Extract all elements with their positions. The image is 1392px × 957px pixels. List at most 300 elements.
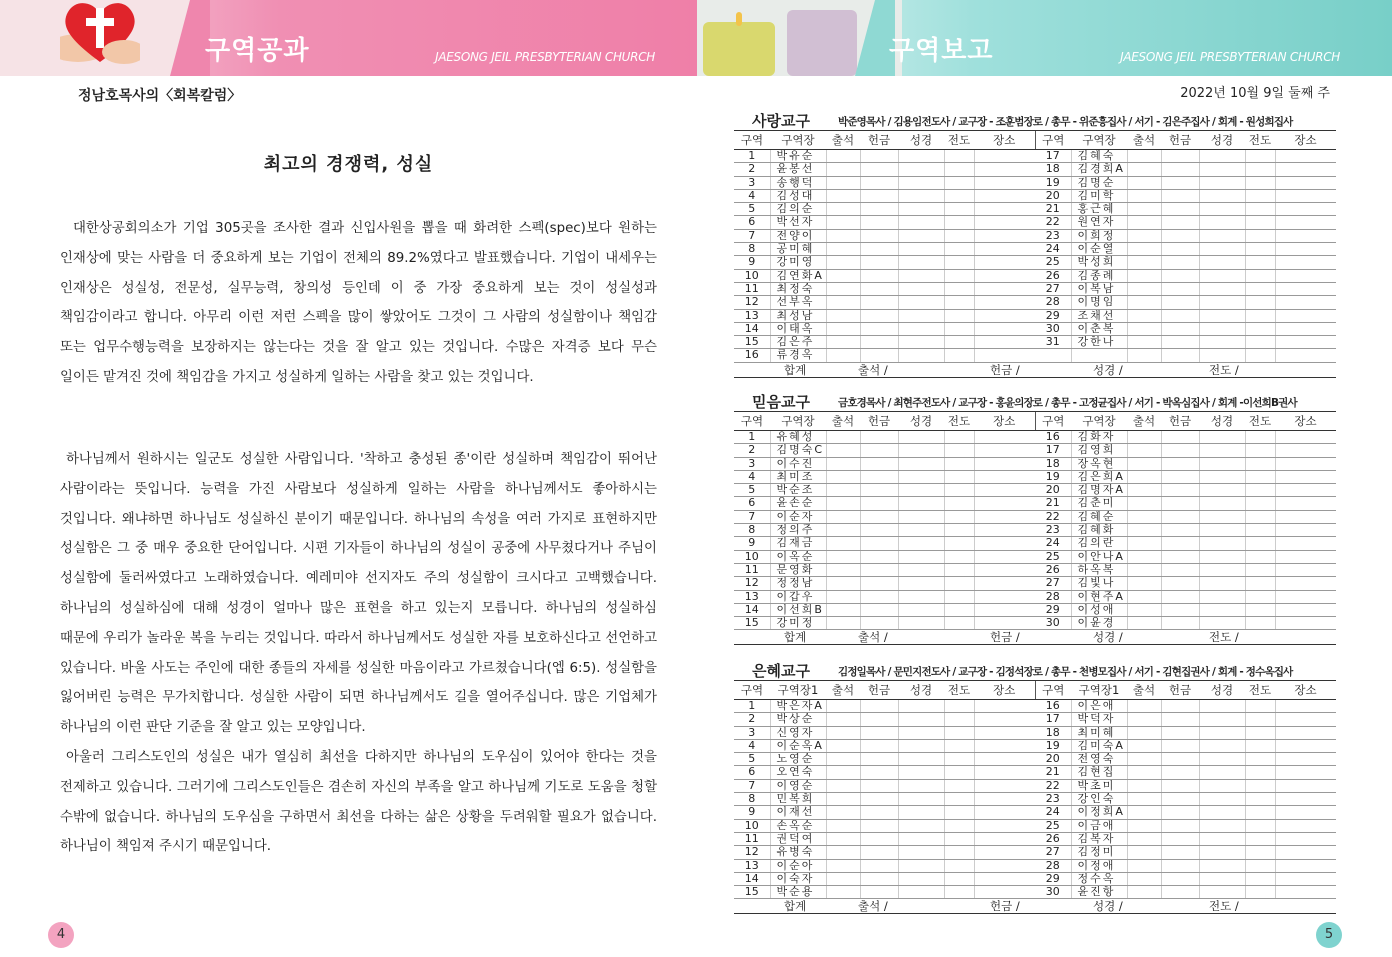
cell-leader: 정수옥 <box>1071 872 1127 885</box>
cell-empty <box>1127 431 1161 444</box>
cell-leader: 신영자 <box>770 726 826 739</box>
cell-leader: 박초미 <box>1071 779 1127 792</box>
cell-empty <box>1245 282 1275 295</box>
cell-empty <box>944 537 974 550</box>
cell-empty <box>1245 819 1275 832</box>
cell-number: 16 <box>734 349 770 362</box>
cell-empty <box>1127 243 1161 256</box>
column-header: 성경 <box>898 412 944 431</box>
cell-number: 2 <box>734 163 770 176</box>
cell-empty <box>898 617 944 630</box>
cell-leader: 이명임 <box>1071 296 1127 309</box>
column-header: 헌금 <box>860 412 898 431</box>
cell-empty <box>898 603 944 616</box>
table-row <box>734 603 1336 616</box>
cell-empty <box>860 753 898 766</box>
cell-empty <box>974 577 1035 590</box>
cell-empty <box>1127 832 1161 845</box>
table-row <box>734 753 1336 766</box>
cell-empty <box>1199 603 1245 616</box>
cell-number: 1 <box>734 700 770 713</box>
cell-leader: 이갑우 <box>770 590 826 603</box>
table-row <box>734 497 1336 510</box>
column-header: 성경 <box>1199 412 1245 431</box>
cell-empty <box>860 216 898 229</box>
district-staff: 박준영목사 / 김용임전도사 / 교구장 - 조훈범장로 / 총무 - 위준흥집사 / 서기 - 김은주집사 / 회계 - 원성희집사 <box>838 116 1293 128</box>
cell-number: 17 <box>1035 150 1071 163</box>
cell-number: 20 <box>1035 484 1071 497</box>
cell-empty <box>1245 189 1275 202</box>
cell-empty <box>974 753 1035 766</box>
cell-number: 4 <box>734 189 770 202</box>
cell-empty <box>1245 726 1275 739</box>
summary-offering: 헌금 / <box>974 362 1071 377</box>
cell-empty <box>1199 484 1245 497</box>
cell-empty <box>1127 256 1161 269</box>
cell-empty <box>974 431 1035 444</box>
cell-empty <box>1161 457 1199 470</box>
cell-empty <box>826 779 860 792</box>
table-row <box>734 176 1336 189</box>
cell-number: 9 <box>734 806 770 819</box>
cell-empty <box>974 550 1035 563</box>
district-name: 은혜교구 <box>752 662 810 680</box>
cell-empty <box>860 282 898 295</box>
cell-empty <box>1199 832 1245 845</box>
cell-empty <box>944 336 974 349</box>
cell-empty <box>1161 617 1199 630</box>
cell-empty <box>1161 753 1199 766</box>
cell-empty <box>1245 832 1275 845</box>
cell-empty <box>898 470 944 483</box>
cell-empty <box>826 296 860 309</box>
cell-empty <box>974 163 1035 176</box>
cell-empty <box>1161 444 1199 457</box>
cell-empty <box>944 150 974 163</box>
cell-empty <box>1161 243 1199 256</box>
cell-empty <box>1199 726 1245 739</box>
cell-empty <box>826 497 860 510</box>
cell-leader: 최성남 <box>770 309 826 322</box>
column-header: 장소 <box>974 412 1035 431</box>
table-row <box>734 726 1336 739</box>
cell-empty <box>944 846 974 859</box>
cell-number: 11 <box>734 563 770 576</box>
cell-empty <box>860 563 898 576</box>
district-staff: 금호경목사 / 최현주전도사 / 교구장 - 홍윤의장로 / 총무 - 고정균집사 / 서기 - 박옥심집사 / 회계 -이선희B권사 <box>838 397 1297 409</box>
summary-bible: 성경 / <box>1071 899 1199 914</box>
cell-empty <box>974 176 1035 189</box>
cell-empty <box>944 832 974 845</box>
cell-empty <box>944 577 974 590</box>
cell-leader: 박선자 <box>770 216 826 229</box>
column-header: 헌금 <box>1161 681 1199 700</box>
cell-empty <box>974 713 1035 726</box>
cell-empty <box>1245 537 1275 550</box>
cell-number: 11 <box>734 832 770 845</box>
cell-empty <box>974 309 1035 322</box>
cell-empty <box>1199 700 1245 713</box>
cell-empty <box>944 457 974 470</box>
cell-empty <box>1199 176 1245 189</box>
cell-number: 6 <box>734 216 770 229</box>
heart-cross-icon <box>60 0 140 66</box>
cell-empty <box>1161 550 1199 563</box>
cell-empty <box>1199 457 1245 470</box>
cell-number: 18 <box>1035 457 1071 470</box>
cell-empty <box>974 563 1035 576</box>
cell-empty <box>1245 700 1275 713</box>
cell-empty <box>1275 349 1336 362</box>
cell-number: 8 <box>734 524 770 537</box>
cell-leader: 강미정 <box>770 617 826 630</box>
cell-empty <box>1199 806 1245 819</box>
table-row <box>734 510 1336 523</box>
cell-empty <box>1127 189 1161 202</box>
district-table <box>734 131 1336 378</box>
cell-empty <box>860 793 898 806</box>
column-header: 전도 <box>944 131 974 150</box>
cell-empty <box>1161 510 1199 523</box>
cell-empty <box>1275 243 1336 256</box>
cell-number: 30 <box>1035 886 1071 899</box>
cell-number: 27 <box>1035 846 1071 859</box>
cell-empty <box>1199 617 1245 630</box>
cell-empty <box>944 322 974 335</box>
cell-empty <box>1275 617 1336 630</box>
cell-empty <box>1161 779 1199 792</box>
cell-number: 5 <box>734 484 770 497</box>
cell-number: 15 <box>734 336 770 349</box>
cell-number: 9 <box>734 537 770 550</box>
summary-attendance: 출석 / <box>826 630 974 645</box>
cell-leader: 김현집 <box>1071 766 1127 779</box>
cell-number: 18 <box>1035 163 1071 176</box>
cell-empty <box>974 590 1035 603</box>
cell-empty <box>860 176 898 189</box>
cell-empty <box>860 886 898 899</box>
cell-number: 7 <box>734 229 770 242</box>
table-row <box>734 282 1336 295</box>
cell-empty <box>1161 806 1199 819</box>
cell-empty <box>826 846 860 859</box>
cell-empty <box>860 617 898 630</box>
cell-empty <box>1071 349 1127 362</box>
cell-empty <box>1161 470 1199 483</box>
cell-empty <box>1127 886 1161 899</box>
column-header: 출석 <box>1127 681 1161 700</box>
cell-empty <box>1245 806 1275 819</box>
cell-leader: 류경옥 <box>770 349 826 362</box>
cell-empty <box>1161 766 1199 779</box>
table-row <box>734 189 1336 202</box>
cell-empty <box>1199 739 1245 752</box>
cell-empty <box>898 713 944 726</box>
column-header: 성경 <box>898 131 944 150</box>
district-header <box>734 660 1336 681</box>
table-row <box>734 793 1336 806</box>
cell-number: 10 <box>734 550 770 563</box>
cell-empty <box>1199 846 1245 859</box>
cell-number: 20 <box>1035 753 1071 766</box>
cell-leader: 김혜숙 <box>1071 150 1127 163</box>
table-row <box>734 550 1336 563</box>
cell-empty <box>944 243 974 256</box>
column-header: 성경 <box>898 681 944 700</box>
cell-empty <box>1127 216 1161 229</box>
cell-empty <box>1127 296 1161 309</box>
cell-empty <box>898 819 944 832</box>
cell-empty <box>1245 510 1275 523</box>
summary-row <box>734 362 1336 377</box>
cell-empty <box>1161 726 1199 739</box>
table-row <box>734 470 1336 483</box>
cell-empty <box>826 590 860 603</box>
cell-empty <box>1127 537 1161 550</box>
cell-empty <box>1275 203 1336 216</box>
cell-leader: 김연화A <box>770 269 826 282</box>
cell-leader: 유혜성 <box>770 431 826 444</box>
column-header: 구역장1 <box>770 681 826 700</box>
cell-number: 13 <box>734 859 770 872</box>
cell-empty <box>944 189 974 202</box>
cell-empty <box>1127 603 1161 616</box>
cell-empty <box>974 189 1035 202</box>
cell-leader: 김의란 <box>1071 537 1127 550</box>
cell-empty <box>974 296 1035 309</box>
cell-empty <box>860 470 898 483</box>
column-header: 장소 <box>1275 412 1336 431</box>
cell-empty <box>826 309 860 322</box>
cell-empty <box>944 590 974 603</box>
column-header: 구역 <box>1035 131 1071 150</box>
cell-number: 30 <box>1035 617 1071 630</box>
cell-number: 7 <box>734 510 770 523</box>
cell-number: 27 <box>1035 577 1071 590</box>
cell-number: 12 <box>734 296 770 309</box>
cell-empty <box>1199 444 1245 457</box>
cell-leader: 강한나 <box>1071 336 1127 349</box>
cell-leader: 이복남 <box>1071 282 1127 295</box>
cell-number: 29 <box>1035 603 1071 616</box>
cell-number: 9 <box>734 256 770 269</box>
cell-empty <box>898 444 944 457</box>
column-header: 구역장 <box>1071 412 1127 431</box>
cell-empty <box>860 349 898 362</box>
cell-empty <box>1245 269 1275 282</box>
cell-empty <box>860 163 898 176</box>
cell-number: 28 <box>1035 296 1071 309</box>
cell-empty <box>1275 779 1336 792</box>
cell-empty <box>1127 779 1161 792</box>
cell-empty <box>1245 779 1275 792</box>
column-header: 장소 <box>1275 131 1336 150</box>
cell-empty <box>898 229 944 242</box>
cell-leader: 이은애 <box>1071 700 1127 713</box>
cell-empty <box>826 189 860 202</box>
cell-empty <box>1199 577 1245 590</box>
cell-number: 10 <box>734 819 770 832</box>
cell-empty <box>826 603 860 616</box>
cell-empty <box>898 256 944 269</box>
cell-empty <box>860 322 898 335</box>
cell-empty <box>898 806 944 819</box>
cell-empty <box>1127 269 1161 282</box>
cell-empty <box>1127 163 1161 176</box>
cell-empty <box>826 510 860 523</box>
cell-empty <box>1275 846 1336 859</box>
cell-empty <box>1161 216 1199 229</box>
column-header: 전도 <box>1245 412 1275 431</box>
cell-empty <box>1161 563 1199 576</box>
cell-empty <box>1245 457 1275 470</box>
cell-empty <box>944 256 974 269</box>
table-row <box>734 872 1336 885</box>
table-row <box>734 832 1336 845</box>
cell-empty <box>1245 524 1275 537</box>
cell-empty <box>974 322 1035 335</box>
article-title: 최고의 경쟁력, 성실 <box>263 154 434 175</box>
church-name-right: JAESONG JEIL PRESBYTERIAN CHURCH <box>1120 50 1340 64</box>
summary-total: 합계 <box>734 630 826 645</box>
cell-empty <box>974 806 1035 819</box>
cell-empty <box>826 431 860 444</box>
column-header: 구역 <box>734 131 770 150</box>
cell-empty <box>1199 753 1245 766</box>
cell-number: 12 <box>734 846 770 859</box>
cell-empty <box>1245 713 1275 726</box>
cell-empty <box>826 739 860 752</box>
cell-empty <box>1245 846 1275 859</box>
cell-number: 7 <box>734 779 770 792</box>
cell-empty <box>1245 322 1275 335</box>
cell-empty <box>944 753 974 766</box>
district-header <box>734 110 1336 131</box>
table-row <box>734 203 1336 216</box>
column-header: 정남호목사의〈회복칼럼〉 <box>78 88 242 104</box>
cell-empty <box>826 753 860 766</box>
cell-empty <box>1161 872 1199 885</box>
cell-empty <box>1245 243 1275 256</box>
cell-empty <box>860 590 898 603</box>
cell-empty <box>898 349 944 362</box>
cell-empty <box>1127 484 1161 497</box>
cell-empty <box>860 537 898 550</box>
table-row <box>734 846 1336 859</box>
right-banner <box>697 0 1392 76</box>
cell-leader: 김혜화 <box>1071 524 1127 537</box>
cell-empty <box>898 176 944 189</box>
cell-empty <box>1035 349 1071 362</box>
table-row <box>734 700 1336 713</box>
cell-empty <box>1275 163 1336 176</box>
cell-empty <box>860 189 898 202</box>
cell-empty <box>1275 309 1336 322</box>
cell-empty <box>944 431 974 444</box>
cell-empty <box>1127 872 1161 885</box>
cell-empty <box>1199 537 1245 550</box>
cell-leader: 김영희 <box>1071 444 1127 457</box>
cell-empty <box>944 617 974 630</box>
cell-empty <box>1245 886 1275 899</box>
cell-number: 24 <box>1035 537 1071 550</box>
column-header: 출석 <box>1127 131 1161 150</box>
cell-number: 29 <box>1035 309 1071 322</box>
cell-empty <box>1275 726 1336 739</box>
cell-empty <box>974 603 1035 616</box>
table-row <box>734 349 1336 362</box>
column-header: 전도 <box>1245 681 1275 700</box>
cell-empty <box>1275 336 1336 349</box>
cell-leader: 정의주 <box>770 524 826 537</box>
cell-leader: 김은주 <box>770 336 826 349</box>
cell-empty <box>826 886 860 899</box>
cell-empty <box>898 739 944 752</box>
cell-number: 22 <box>1035 216 1071 229</box>
cell-empty <box>974 229 1035 242</box>
cell-leader: 김춘미 <box>1071 497 1127 510</box>
cell-empty <box>1245 150 1275 163</box>
cell-empty <box>974 497 1035 510</box>
candle-icon <box>703 22 775 76</box>
cell-empty <box>1161 189 1199 202</box>
cell-number: 19 <box>1035 470 1071 483</box>
cell-number: 14 <box>734 872 770 885</box>
cell-number: 16 <box>1035 431 1071 444</box>
cell-empty <box>1275 590 1336 603</box>
cell-empty <box>1127 550 1161 563</box>
cell-empty <box>826 524 860 537</box>
table-row <box>734 163 1336 176</box>
cell-number: 23 <box>1035 229 1071 242</box>
cell-empty <box>826 872 860 885</box>
cell-number: 5 <box>734 203 770 216</box>
cell-empty <box>1161 700 1199 713</box>
cell-empty <box>1275 832 1336 845</box>
church-name-left: JAESONG JEIL PRESBYTERIAN CHURCH <box>435 50 655 64</box>
cell-empty <box>1199 216 1245 229</box>
cell-empty <box>1127 753 1161 766</box>
cell-empty <box>1161 577 1199 590</box>
cell-empty <box>826 150 860 163</box>
cell-empty <box>898 700 944 713</box>
cell-leader: 박순용 <box>770 886 826 899</box>
cell-empty <box>1275 510 1336 523</box>
column-header: 성경 <box>1199 681 1245 700</box>
cell-leader: 하옥복 <box>1071 563 1127 576</box>
cell-empty <box>944 203 974 216</box>
cell-leader: 전영숙 <box>1071 753 1127 766</box>
cell-empty <box>1199 779 1245 792</box>
cell-empty <box>1245 739 1275 752</box>
cell-empty <box>1245 766 1275 779</box>
summary-evangelism: 전도 / <box>1199 362 1336 377</box>
cell-empty <box>974 793 1035 806</box>
cell-empty <box>1199 336 1245 349</box>
column-header: 구역장 <box>1071 131 1127 150</box>
cell-empty <box>860 859 898 872</box>
table-row <box>734 309 1336 322</box>
cell-empty <box>1127 739 1161 752</box>
cell-empty <box>1245 550 1275 563</box>
cell-empty <box>826 563 860 576</box>
cell-empty <box>1127 457 1161 470</box>
cell-empty <box>1199 886 1245 899</box>
table-row <box>734 243 1336 256</box>
cell-leader: 이금애 <box>1071 819 1127 832</box>
cell-empty <box>1199 793 1245 806</box>
cell-empty <box>1275 457 1336 470</box>
